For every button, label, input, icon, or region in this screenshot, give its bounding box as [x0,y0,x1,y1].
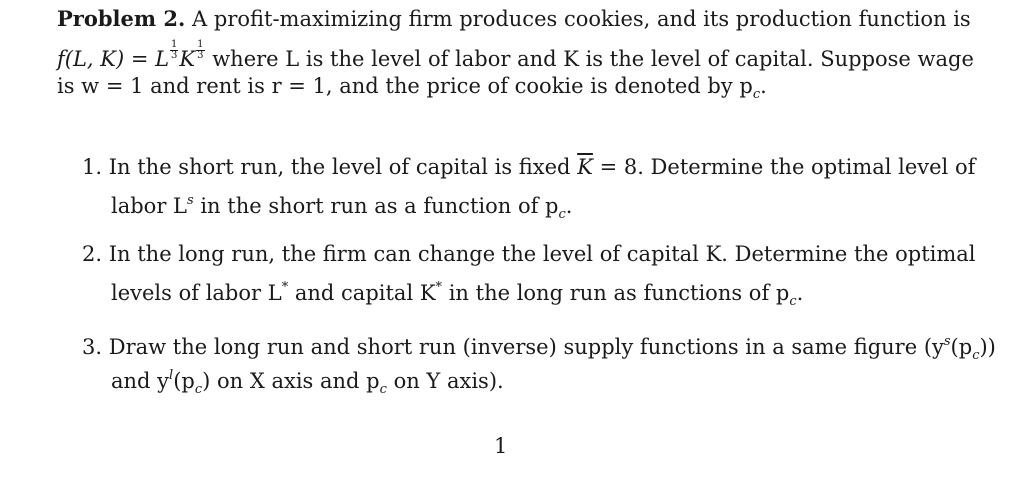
problem-line-2 [57,40,974,71]
problem-text-2: where L is the level of labor and K is the level of capital. Suppose wage [212,47,974,71]
item-1-line-1: 1. In the short run, the level of capital is fixed $\overline{K} = 8$. Determine the optimal level of [82,155,976,179]
page-number: 1 [494,434,508,458]
item-number: 2. [82,242,103,266]
production-function: f(L, K) = L [57,47,170,71]
problem-line-1 [57,7,971,31]
item-number: 3. [82,335,103,359]
capital-symbol: K [179,47,196,71]
item-3-line-2: and $y^l(p_c)$ on X axis and $p_c$ on Y axis). [111,368,504,397]
fixed-capital-symbol: $\overline{K}$ [577,155,593,179]
exponent-fraction-k: $\frac{1}{3}$ [197,39,204,61]
item-1-line-2: labor $L^s$ in the short run as a function of $p_c$. [111,193,573,222]
item-3-line-1: 3. Draw the long run and short run (inverse) supply functions in a same figure $(y^s(p_c))$ [82,334,996,363]
item-2-line-2: levels of labor L* and capital K* in the long run as functions of $p_c$. [111,280,804,309]
item-number: 1. [82,155,103,179]
exponent-fraction-l: $\frac{1}{3}$ [171,39,178,61]
problem-title: Problem 2. [57,6,186,31]
problem-text-1: A profit-maximizing firm produces cookies, and its production function is [192,7,971,31]
item-2-line-1: 2. In the long run, the firm can change the level of capital K. Determine the optimal [82,242,976,266]
problem-line-3: is w = 1 and rent is r = 1, and the price of cookie is denoted by $p_c$. [57,74,767,102]
problem-text-3: is w = 1 and rent is r = 1, and the price of cookie is denoted by p [57,74,753,98]
